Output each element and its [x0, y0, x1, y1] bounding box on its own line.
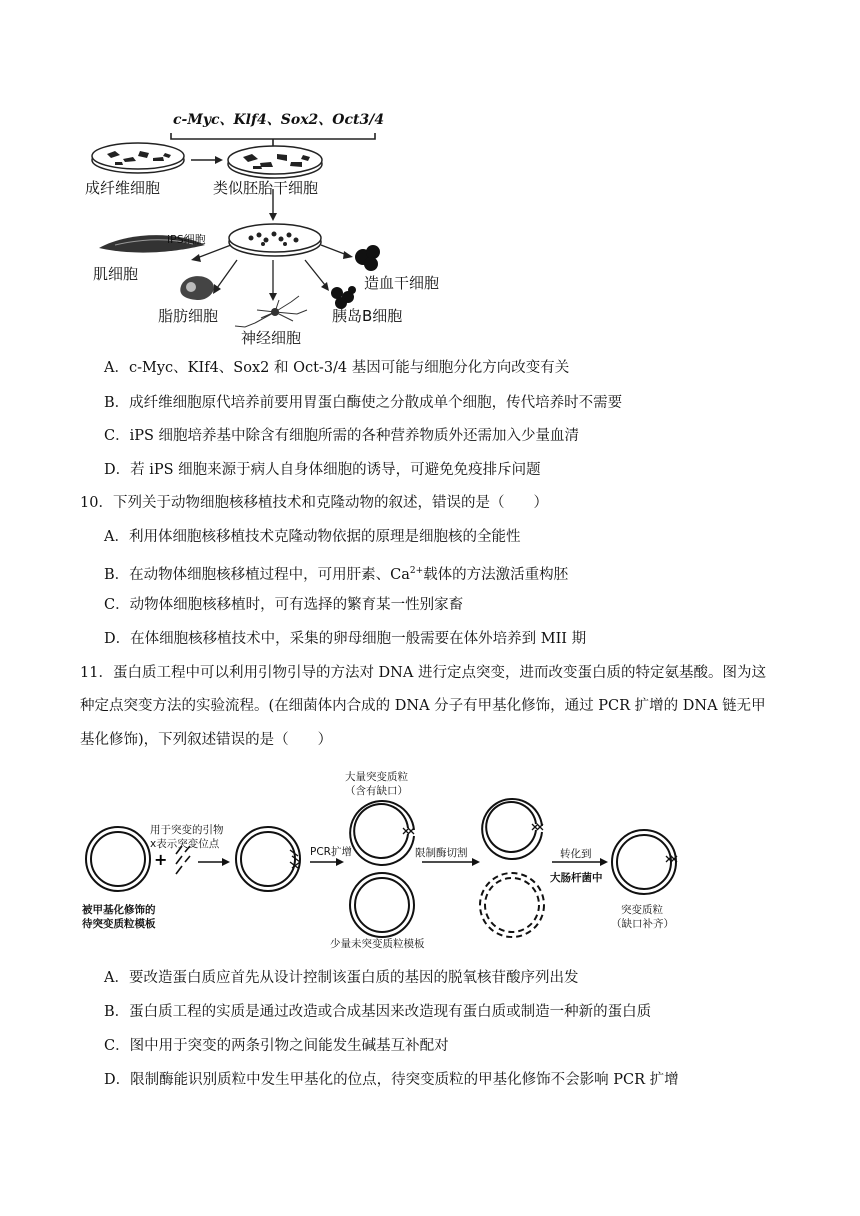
transform-label-2: 大肠杆菌中	[550, 872, 603, 884]
ips-label: iPS细胞	[167, 233, 206, 246]
result-label-2: （缺口补齐）	[611, 918, 674, 930]
q10-stem: 10．下列关于动物细胞核移植技术和克隆动物的叙述，错误的是（ ）	[80, 495, 548, 511]
q10-option-b-text-end: 载体的方法激活重构胚	[423, 566, 569, 583]
islet-label: 胰岛B细胞	[332, 307, 403, 325]
q11-option-d: D．限制酶能识别质粒中发生甲基化的位点，待突变质粒的甲基化修饰不会影响 PCR 扩增	[104, 1072, 679, 1088]
mutant-label-2: （含有缺口）	[345, 785, 408, 797]
q11-option-a: A．要改造蛋白质应首先从设计控制该蛋白质的基因的脱氧核苷酸序列出发	[104, 970, 579, 986]
pcr-label: PCR扩增	[310, 846, 352, 858]
svg-text:+: +	[154, 850, 168, 869]
q10-option-c: C．动物体细胞核移植时，可有选择的繁育某一性别家畜	[104, 597, 464, 613]
mutagenesis-diagram	[80, 766, 700, 956]
q11-stem-line2: 种定点突变方法的实验流程。(在细菌体内合成的 DNA 分子有甲基化修饰，通过 PCR 扩增的 DNA 链无甲	[80, 698, 766, 714]
q10-option-b-text: B．在动物体细胞核移植过程中，可用肝素、Ca	[104, 566, 410, 583]
q11-stem-line1: 11．蛋白质工程中可以利用引物引导的方法对 DNA 进行定点突变，进而改变蛋白质的特定氨基酸。图为这	[80, 665, 766, 681]
mutant-label-1: 大量突变质粒	[345, 771, 408, 783]
q9-option-c: C．iPS 细胞培养基中除含有细胞所需的各种营养物质外还需加入少量血清	[104, 428, 580, 444]
unmutated-label: 少量未突变质粒模板	[330, 938, 425, 950]
q11-stem-line3: 基化修饰)，下列叙述错误的是（ ）	[80, 732, 333, 748]
template-label-2: 待突变质粒模板	[82, 918, 156, 930]
fibroblast-label: 成纤维细胞	[85, 179, 161, 197]
primer-label-2: x表示突变位点	[150, 838, 220, 850]
result-label-1: 突变质粒	[621, 904, 663, 916]
hematopoietic-label: 造血干细胞	[364, 274, 440, 292]
q11-option-b: B．蛋白质工程的实质是通过改造或合成基因来改造现有蛋白质或制造一种新的蛋白质	[104, 1004, 652, 1020]
ips-diagram-graphic	[85, 105, 465, 350]
template-label-1: 被甲基化修饰的	[82, 904, 156, 916]
q9-option-b: B．成纤维细胞原代培养前要用胃蛋白酶使之分散成单个细胞，传代培养时不需要	[104, 395, 623, 411]
q10-option-b	[104, 561, 568, 585]
q11-option-c: C．图中用于突变的两条引物之间能发生碱基互补配对	[104, 1038, 449, 1054]
q9-option-d: D．若 iPS 细胞来源于病人自身体细胞的诱导，可避免免疫排斥问题	[104, 462, 541, 478]
primer-label-1: 用于突变的引物	[150, 824, 224, 836]
q10-option-d: D．在体细胞核移植技术中，采集的卵母细胞一般需要在体外培养到 MII 期	[104, 631, 587, 647]
q9-option-a: A．c-Myc、KIf4、Sox2 和 Oct-3/4 基因可能与细胞分化方向改变有关	[104, 360, 570, 376]
nerve-label: 神经细胞	[241, 329, 302, 347]
genes-label: c-Myc、Klf4、Sox2、Oct3/4	[173, 112, 385, 128]
embryonic-like-label: 类似胚胎干细胞	[213, 179, 319, 197]
enzyme-label: 限制酶切割	[415, 847, 468, 859]
q10-option-a: A．利用体细胞核移植技术克隆动物依据的原理是细胞核的全能性	[104, 529, 521, 545]
ips-diagram	[85, 105, 465, 350]
q10-option-b-superscript: 2+	[409, 566, 424, 576]
muscle-label: 肌细胞	[93, 265, 139, 283]
transform-label-1: 转化到	[560, 848, 592, 860]
fat-label: 脂肪细胞	[158, 307, 219, 325]
